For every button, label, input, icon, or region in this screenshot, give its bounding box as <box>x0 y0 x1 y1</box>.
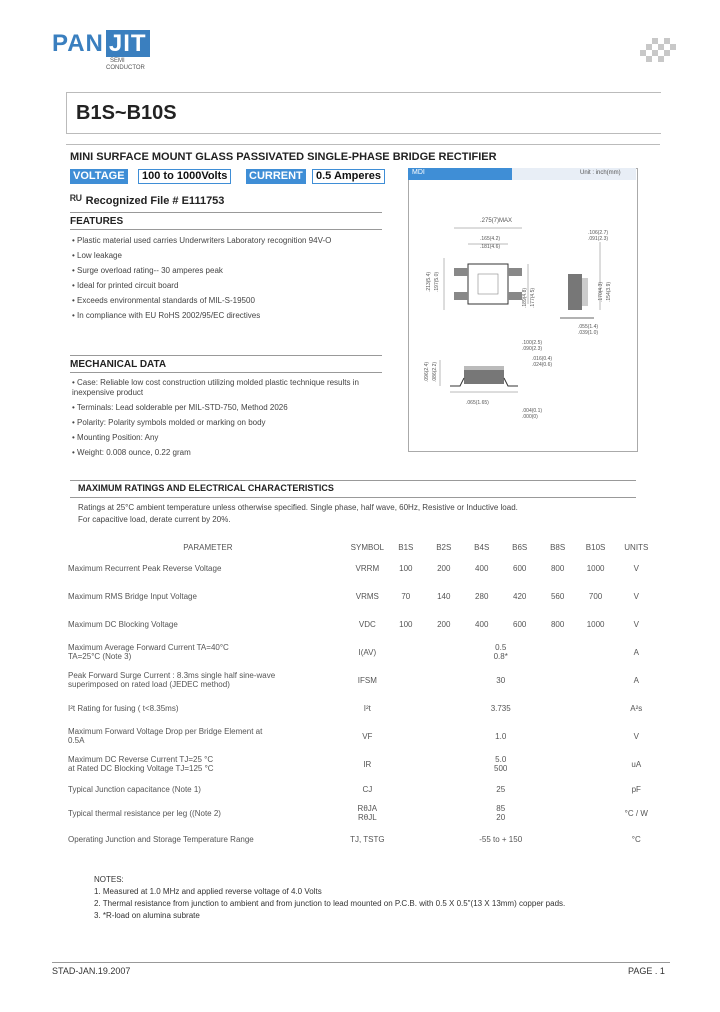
voltage-label: VOLTAGE <box>70 169 128 184</box>
value-cell: 700 <box>588 591 603 601</box>
unit-cell: V <box>633 563 639 573</box>
list-item: • Ideal for printed circuit board <box>72 281 179 290</box>
header-b2s: B2S <box>436 542 452 552</box>
dim-label: .170(4.3) <box>598 281 604 302</box>
value-cell: 280 <box>475 591 489 601</box>
value-cell: 25 <box>496 784 506 794</box>
value-cell: 560 <box>550 591 565 601</box>
list-item: • Polarity: Polarity symbols molded or marking on body <box>72 418 266 427</box>
table-row <box>68 610 658 638</box>
dim-label: .065(1.65) <box>466 400 489 406</box>
package-end-view <box>464 370 504 384</box>
dim-label: .086(2.2) <box>432 361 438 382</box>
param-cell: Maximum Recurrent Peak Reverse Voltage <box>68 563 222 573</box>
value-cell: 140 <box>437 591 451 601</box>
decorative-checker <box>640 38 676 64</box>
value-cell: 85 20 <box>496 804 506 822</box>
value-cell: 1.0 <box>495 731 507 741</box>
unit-cell: pF <box>631 784 641 794</box>
package-side-view <box>568 274 582 310</box>
value-cell: 100 <box>399 619 413 629</box>
table-header-row <box>68 540 658 554</box>
symbol-cell: IFSM <box>357 675 377 685</box>
header-b1s: B1S <box>398 542 414 552</box>
symbol-cell: VRRM <box>355 563 380 573</box>
dim-label: .106(2.7) <box>588 230 609 236</box>
value-cell: 600 <box>513 563 527 573</box>
recognized-text: Recognized File # E111753 <box>85 195 225 207</box>
ul-icon: ᴿᵁ <box>70 192 82 207</box>
param-cell: I²t Rating for fusing ( t<8.35ms) <box>68 703 179 713</box>
list-item: • In compliance with EU RoHS 2002/95/EC directives <box>72 311 261 320</box>
dim-label: .016(0.4) <box>532 356 553 362</box>
value-cell: 1000 <box>586 563 605 573</box>
list-item: • Exceeds environmental standards of MIL-S-19500 <box>72 296 255 305</box>
ratings-heading: MAXIMUM RATINGS AND ELECTRICAL CHARACTERISTICS <box>78 483 334 493</box>
value-cell: 800 <box>550 619 565 629</box>
param-cell: Maximum DC Reverse Current TJ=25 °C at Rated DC Blocking Voltage TJ=125 °C <box>68 755 214 773</box>
brand-logo <box>52 30 150 58</box>
header-b10s: B10S <box>585 542 606 552</box>
footer-date: STAD-JAN.19.2007 <box>52 966 131 976</box>
unit-cell: V <box>633 591 639 601</box>
notes-heading: NOTES: <box>94 875 124 884</box>
value-cell: 600 <box>513 619 527 629</box>
logo-jit: JIT <box>106 30 150 57</box>
table-row <box>68 694 658 722</box>
header-b6s: B6S <box>512 542 528 552</box>
symbol-cell: VF <box>362 731 373 741</box>
param-cell: Peak Forward Surge Current : 8.3ms single half sine-wave superimposed on rated load (JEDEC method) <box>68 671 276 689</box>
dim-label: .154(3.9) <box>606 281 612 302</box>
list-item: • Weight: 0.008 ounce, 0.22 gram <box>72 448 191 457</box>
symbol-cell: IR <box>363 759 372 769</box>
symbol-cell: RθJA RθJL <box>357 804 378 822</box>
dim-label: .024(0.6) <box>532 362 553 368</box>
header-symbol: SYMBOL <box>350 542 384 552</box>
value-cell: 400 <box>475 619 489 629</box>
ratings-table <box>68 540 658 852</box>
features-list <box>72 236 388 326</box>
dim-label: .275(7)MAX <box>480 218 513 224</box>
param-cell: Operating Junction and Storage Temperature Range <box>68 834 254 844</box>
voltage-value: 100 to 1000Volts <box>138 169 231 184</box>
list-item: • Low leakage <box>72 251 122 260</box>
page-title: B1S~B10S <box>76 102 177 124</box>
logo-pan: PAN <box>52 30 104 57</box>
unit-cell: V <box>633 731 639 741</box>
table-row <box>68 800 658 826</box>
unit-cell: °C / W <box>624 808 648 818</box>
header-parameter: PARAMETER <box>183 542 233 552</box>
param-cell: Typical Junction capacitance (Note 1) <box>68 784 201 794</box>
dim-label: .213(5.4) <box>426 271 432 292</box>
dim-label: .197(5.0) <box>434 271 440 292</box>
dim-label: .165(4.2) <box>480 236 501 242</box>
value-cell: 200 <box>437 563 451 573</box>
divider <box>66 144 660 145</box>
table-row <box>68 666 658 694</box>
symbol-cell: VDC <box>358 619 376 629</box>
features-heading: FEATURES <box>70 212 382 230</box>
table-row <box>68 750 658 778</box>
value-cell: 400 <box>475 563 489 573</box>
list-item: • Plastic material used carries Underwriters Laboratory recognition 94V-O <box>72 236 332 245</box>
table-row <box>68 554 658 582</box>
value-cell: 800 <box>550 563 565 573</box>
symbol-cell: I(AV) <box>358 647 377 657</box>
dim-label: .096(2.4) <box>424 361 430 382</box>
unit-cell: uA <box>631 759 642 769</box>
value-cell: -55 to + 150 <box>479 834 523 844</box>
unit-cell: °C <box>631 834 641 844</box>
symbol-cell: VRMS <box>355 591 379 601</box>
footer-page: PAGE . 1 <box>628 966 665 976</box>
panel-label: MDI <box>412 169 425 176</box>
unit-cell: A²s <box>630 703 643 713</box>
param-cell: Maximum Forward Voltage Drop per Bridge Element at 0.5A <box>68 727 263 745</box>
value-cell: 0.5 0.8* <box>493 643 508 661</box>
dim-label: .100(2.5) <box>522 340 543 346</box>
param-cell: Maximum RMS Bridge Input Voltage <box>68 591 197 601</box>
header-b8s: B8S <box>550 542 566 552</box>
note-item: 2. Thermal resistance from junction to ambient and from junction to lead mounted on P.C.B. with 0.5 X 0.5"(13 X 13mm) copper pads. <box>94 899 566 908</box>
current-label: CURRENT <box>246 169 306 184</box>
header-b4s: B4S <box>474 542 490 552</box>
dim-label: .004(0.1) <box>522 408 543 414</box>
table-row <box>68 826 658 852</box>
value-cell: 200 <box>437 619 451 629</box>
header-units: UNITS <box>624 542 649 552</box>
param-cell: Maximum Average Forward Current TA=40°C TA=25°C (Note 3) <box>68 643 229 661</box>
recognized-file <box>70 192 224 207</box>
table-row <box>68 582 658 610</box>
table-row <box>68 722 658 750</box>
notes <box>94 874 565 922</box>
subtitle: MINI SURFACE MOUNT GLASS PASSIVATED SINGLE-PHASE BRIDGE RECTIFIER <box>70 151 497 163</box>
table-row <box>68 778 658 800</box>
unit-cell: A <box>633 647 639 657</box>
value-cell: 1000 <box>586 619 605 629</box>
table-row <box>68 638 658 666</box>
symbol-cell: I²t <box>363 703 371 713</box>
ratings-note-1: Ratings at 25°C ambient temperature unless otherwise specified. Single phase, half wave, 60Hz, Resistive or Inductive load. <box>78 503 518 512</box>
value-cell: 100 <box>399 563 413 573</box>
dim-label: .091(2.3) <box>588 236 609 242</box>
list-item: • Surge overload rating-- 30 amperes peak <box>72 266 223 275</box>
dim-label: .189(4.8) <box>522 287 528 308</box>
symbol-cell: TJ, TSTG <box>350 834 385 844</box>
logo-sub1: SEMI <box>110 58 125 64</box>
dim-label: .000(0) <box>522 414 538 420</box>
panel-unit: Unit : inch(mm) <box>580 170 621 176</box>
mechanical-heading: MECHANICAL DATA <box>70 355 382 373</box>
logo-sub2: CONDUCTOR <box>106 65 145 71</box>
list-item: • Case: Reliable low cost construction utilizing molded plastic technique results in inexpensive product <box>72 378 359 397</box>
dim-label: .181(4.6) <box>480 244 501 250</box>
value-cell: 5.0 500 <box>494 755 508 773</box>
dim-label: .177(4.5) <box>530 287 536 308</box>
logo-subtitle <box>106 58 145 72</box>
symbol-cell: CJ <box>362 784 373 794</box>
mechanical-list <box>72 378 388 463</box>
list-item: • Mounting Position: Any <box>72 433 159 442</box>
param-cell: Typical thermal resistance per leg ((Note 2) <box>68 808 221 818</box>
value-cell: 420 <box>513 591 527 601</box>
list-item: • Terminals: Lead solderable per MIL-STD-750, Method 2026 <box>72 403 288 412</box>
note-item: 1. Measured at 1.0 MHz and applied reverse voltage of 4.0 Volts <box>94 887 322 896</box>
dim-label: .039(1.0) <box>578 330 599 336</box>
ratings-note-2: For capacitive load, derate current by 20%. <box>78 515 231 524</box>
footer-divider <box>52 962 670 963</box>
value-cell: 30 <box>496 675 506 685</box>
package-drawing <box>410 182 634 448</box>
param-cell: Maximum DC Blocking Voltage <box>68 619 178 629</box>
current-value: 0.5 Amperes <box>312 169 385 184</box>
unit-cell: V <box>633 619 639 629</box>
value-cell: 3.735 <box>490 703 511 713</box>
dim-label: .055(1.4) <box>578 324 599 330</box>
unit-cell: A <box>633 675 639 685</box>
note-item: 3. *R-load on alumina subrate <box>94 911 200 920</box>
dim-label: .090(2.3) <box>522 346 543 352</box>
value-cell: 70 <box>401 591 411 601</box>
